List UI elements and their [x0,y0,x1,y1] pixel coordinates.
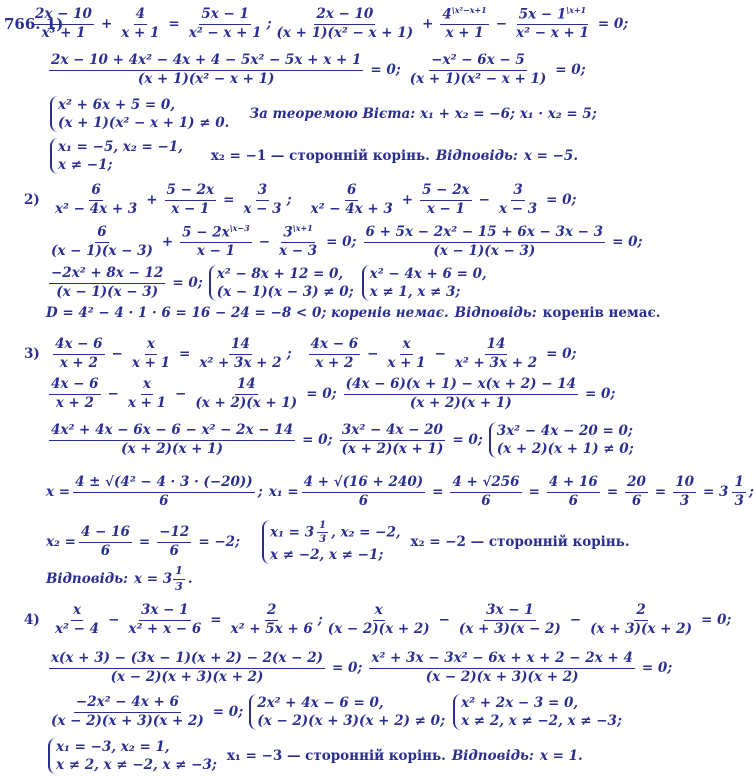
p3-line4: x = $\frac{\text{4 ± √(4² − 4 · 3 · (−20))}}{6}$ ; x₁ = $\frac{4 + √(16 + 240)}{6}$ = $\frac{4 + √256}{6}$ = $\frac{4 + 16}{6}$ = $\frac{20}{6}$ = $\frac{10}{3}$ = 3 1 3 ; [46,473,754,509]
problem-3-label: 3) [24,346,40,362]
discriminant-text: D = 4² − 4 · 1 · 6 = 16 − 24 = −8 < 0; коренів немає. [46,305,449,321]
vieta-text: За теоремою Вієта: x₁ + x₂ = −6; x₁ · x₂ = 5; [249,106,597,122]
p3-line5: x₂ = $\frac{4 - 16}{6}$ = $\frac{-12}{6}$ = −2; x₁ = 3 $\frac{1}{3}$ , x₂ = −2, x ≠ −2, x ≠ −1; x₂ = −2 — сторонній корінь. [46,519,630,563]
system-4: x² − 4x + 6 = 0, x ≠ 1, x ≠ 3; [362,265,487,301]
system-7: 2x² + 4x − 6 = 0, (x − 2)(x + 3)(x + 2) ≠ 0; [249,694,445,730]
p2-line1: 2) 6 x² − 4x + 3 + $\frac{5 - 2x}{x - 1}$ = $\frac{3}{x - 3}$ ; 6 x² − 4x + 3 + $\frac{5 - 2x}{x - 1}$ − $\frac{3}{x - 3}$ = 0; [24,181,577,217]
p3-line3: $\frac{\text{4x² + 4x − 6x − 6 − x² − 2x − 14}}{(x + 2)(x + 1)}$ = 0; $\frac{\text{3x² − 4x − 20}}{(x + 2)(x + 1)}$ = 0; 3x² − 4x − 20 = 0; (x + 2)(x + 1) ≠ 0; [51,421,634,457]
p2-line3: $\frac{\text{−2x² + 8x − 12}}{(x - 1)(x - 3)}$ = 0; x² − 8x + 12 = 0, (x − 1)(x − 3) ≠ 0; x² − 4x + 6 = 0, x ≠ 1, x ≠ 3; [51,264,487,300]
answer-1: x = −5. [523,148,579,164]
answer-label-3: Відповідь: [46,571,129,587]
p3-line2: 4x − 6 x + 2 − $\frac{x}{x + 1}$ − $\frac{14}{(x + 2)(x + 1)}$ = 0; $\frac{(4x - 6)(x + 1) - x(x + 2) - 14}{(x + 2)(x + 1)}$ = 0; [51,375,616,411]
p1-line1: 766. 1) 2x − 10 x³ + 1 + $\frac{4}{x + 1}$ = $\frac{5x - 1}{\text{x² − x + 1}}$ ; 2x − 10 (x + 1)(x² − x + 1) + $\frac{4^{\backslash x^2-x+1}}{x + 1}$ − $\frac{5x - 1^{\backslash x+1}}{\text{x² − x + 1}}$ = 0; [4,5,629,42]
p2-line4 [46,302,661,324]
answer-label-2: Відповідь: [454,305,537,321]
p1-line4 [48,136,586,176]
answer-2: коренів немає. [542,305,661,321]
answer-4: x = 1. [539,748,583,764]
system-8: x² + 2x − 3 = 0, x ≠ 2, x ≠ −2, x ≠ −3; [453,694,622,730]
problem-4-label: 4) [24,612,40,628]
p4-line2: $\frac{x(x + 3) - (3x - 1)(x + 2) - 2(x - 2)}{(x - 2)(x + 3)(x + 2)}$ = 0; $\frac{\text{x² + 3x − 3x² − 6x + x + 2 − 2x + 4}}{(x - 2)(x + 3)(x + 2)}$ = 0; [51,649,673,685]
system-5: 3x² − 4x − 20 = 0; (x + 2)(x + 1) ≠ 0; [489,422,634,458]
system-1: x² + 6x + 5 = 0, (x + 1)(x² − x + 1) ≠ 0. [50,96,229,132]
p1-line2: $\frac{\text{2x − 10 + 4x² − 4x + 4 − 5x² − 5x + x + 1}}{\text{(x + 1)(x² − x + 1)}}$ = 0; $\frac{\text{−x² − 6x − 5}}{\text{(x + 1)(x² − x + 1)}}$ = 0; [51,51,586,87]
answer-label-1: Відповідь: [435,148,518,164]
system-9: x₁ = −3, x₂ = 1, x ≠ 2, x ≠ −2, x ≠ −3; [48,738,217,774]
system-2: x₁ = −5, x₂ = −1, x ≠ −1; [50,138,183,174]
problem-2-label: 2) [24,192,40,208]
problem-number: 766. 1) [4,15,64,33]
p3-line1: 3) 4x − 6 x + 2 − $\frac{x}{x + 1}$ = $\frac{14}{\text{x² + 3x + 2}}$ ; 4x − 6 x + 2 − $\frac{x}{x + 1}$ − $\frac{14}{\text{x² + 3x + 2}}$ = 0; [24,335,577,371]
extraneous-root-1: x₂ = −1 — сторонній корінь. [210,148,430,164]
extraneous-root-3: x₂ = −2 — сторонній корінь. [410,534,630,550]
system-6: x₁ = 3 $\frac{1}{3}$ , x₂ = −2, x ≠ −2, x ≠ −1; [262,520,401,564]
p2-line2: 6 (x − 1)(x − 3) + $\frac{5 - 2x^{\backslash x-3}}{x - 1}$ − $\frac{3^{\backslash x+1}}{x - 3}$ = 0; $\frac{\text{6 + 5x − 2x² − 15 + 6x − 3x − 3}}{(x - 1)(x - 3)}$ = 0; [51,223,643,260]
p4-line3: $\frac{\text{−2x² − 4x + 6}}{(x - 2)(x + 3)(x + 2)}$ = 0; 2x² + 4x − 6 = 0, (x − 2)(x + 3)(x + 2) ≠ 0; x² + 2x − 3 = 0, x ≠ 2, x ≠ −2, x ≠ −3; [51,693,622,729]
extraneous-root-4: x₁ = −3 — сторонній корінь. [226,748,446,764]
system-3: x² − 8x + 12 = 0, (x − 1)(x − 3) ≠ 0; [209,265,354,301]
answer-label-4: Відповідь: [451,748,534,764]
p4-line4 [46,736,586,776]
p3-line6: Відповідь: x = 3 1 3 . [46,563,193,593]
p1-line3 [48,94,597,134]
p4-line1: 4) x x² − 4 − $\frac{3x - 1}{\text{x² + x − 6}}$ = $\frac{2}{\text{x² + 5x + 6}}$ ; x (x − 2)(x + 2) − $\frac{3x - 1}{(x + 3)(x - 2)}$ − $\frac{2}{(x + 3)(x + 2)}$ = 0; [24,601,732,637]
